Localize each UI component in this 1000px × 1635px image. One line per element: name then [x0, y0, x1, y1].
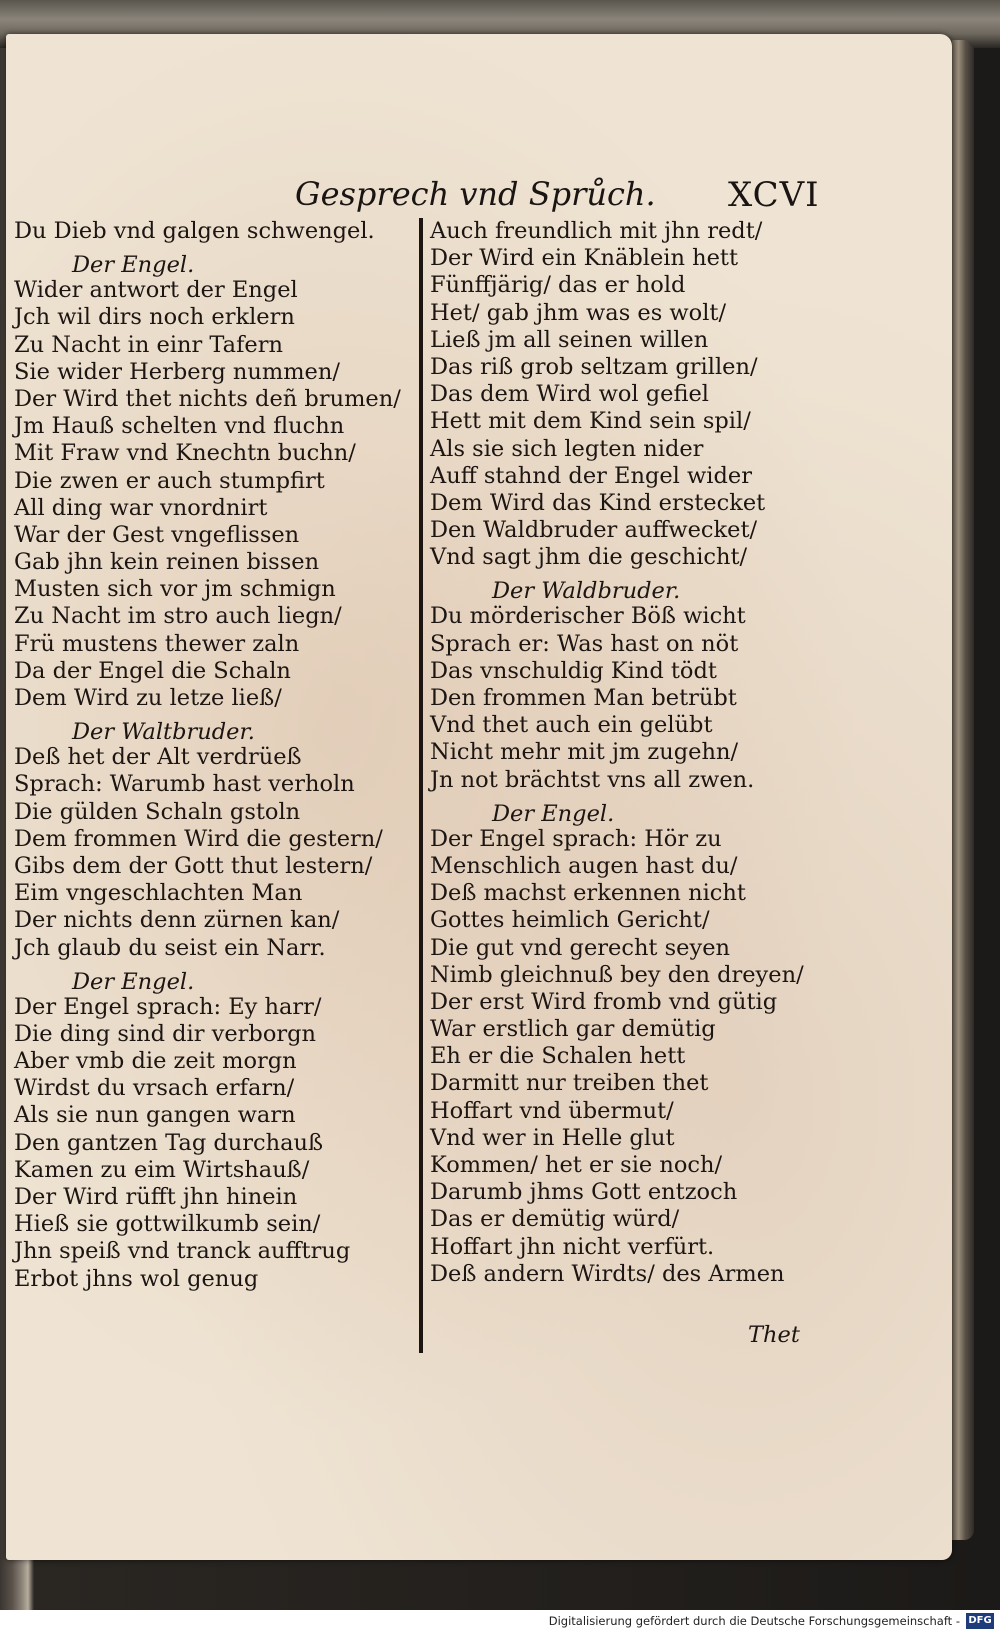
verse-line: Die ding sind dir verborgn: [14, 1020, 317, 1047]
verse-line: Der Wird thet nichts deñ brumen/: [14, 385, 401, 412]
verse-line: Vnd thet auch ein gelübt: [430, 712, 713, 739]
verse-line: Jn not brächtst vns all zwen.: [430, 766, 755, 793]
verse-line: Jch wil dirs noch erklern: [14, 304, 295, 331]
verse-line: Den frommen Man betrübt: [430, 685, 737, 711]
verse-line: Deß andern Wirdts/ des Armen: [430, 1260, 785, 1287]
verse-line: Kamen zu eim Wirtshauß/: [14, 1156, 310, 1183]
verse-line: War erstlich gar demütig: [430, 1016, 716, 1043]
folio-number: XCVI: [728, 175, 820, 215]
footer-credit: Digitalisierung gefördert durch die Deutsche Forschungsgemeinschaft -: [548, 1614, 960, 1628]
verse-line: Hett mit dem Kind sein spil/: [430, 408, 751, 435]
verse-line: Du Dieb vnd galgen schwengel.: [14, 218, 375, 244]
speaker-heading: Der Waltbruder.: [72, 719, 255, 746]
verse-line: Menschlich augen hast du/: [430, 852, 738, 879]
verse-line: Auff stahnd der Engel wider: [430, 462, 752, 489]
running-title: Gesprech vnd Sprůch.: [295, 175, 656, 213]
verse-line: Darmitt nur treiben thet: [430, 1070, 709, 1097]
speaker-heading: Der Engel.: [492, 800, 615, 827]
verse-line: Den gantzen Tag durchauß: [14, 1129, 324, 1156]
left-text-column: [14, 218, 409, 1293]
digitization-footer: [0, 1610, 1000, 1635]
verse-line: Hoffart vnd übermut/: [430, 1097, 674, 1124]
verse-line: Jch glaub du seist ein Narr.: [14, 934, 326, 961]
verse-line: Die gülden Schaln gstoln: [14, 798, 301, 825]
verse-line: Der Engel sprach: Hör zu: [430, 825, 722, 852]
verse-line: Die gut vnd gerecht seyen: [430, 934, 731, 961]
verse-line: Hieß sie gottwilkumb sein/: [14, 1211, 321, 1238]
verse-line: Als sie nun gangen warn: [14, 1102, 296, 1129]
verse-line: Hoffart jhn nicht verfürt.: [430, 1233, 715, 1260]
verse-line: Zu Nacht im stro auch liegn/: [14, 603, 342, 630]
verse-line: Dem Wird das Kind erstecket: [430, 489, 766, 516]
verse-line: Als sie sich legten nider: [430, 435, 704, 462]
page-header: [0, 175, 1000, 215]
verse-line: Der Engel sprach: Ey harr/: [14, 993, 322, 1020]
verse-line: Der nichts denn zürnen kan/: [14, 907, 340, 934]
verse-line: Gab jhn kein reinen bissen: [14, 549, 320, 576]
verse-line: Deß het der Alt verdrüeß: [14, 744, 302, 771]
verse-line: Ließ jm all seinen willen: [430, 326, 709, 353]
verse-line: Das er demütig würd/: [430, 1206, 680, 1233]
speaker-heading: Der Engel.: [72, 252, 195, 279]
verse-line: All ding war vnordnirt: [14, 494, 268, 521]
verse-line: Der Wird rüfft jhn hinein: [14, 1184, 298, 1210]
verse-line: War der Gest vngeflissen: [14, 521, 300, 548]
verse-line: Gibs dem der Gott thut lestern/: [14, 852, 373, 879]
verse-line: Fünffjärig/ das er hold: [430, 272, 686, 299]
verse-line: Die zwen er auch stumpfirt: [14, 467, 325, 494]
verse-line: Der Wird ein Knäblein hett: [430, 245, 739, 272]
verse-line: Sprach: Warumb hast verholn: [14, 771, 355, 798]
verse-line: Nicht mehr mit jm zugehn/: [430, 739, 739, 766]
verse-line: Zu Nacht in einr Tafern: [14, 331, 283, 358]
verse-line: Sprach er: Was hast on nöt: [430, 630, 739, 657]
speaker-heading: Der Waldbruder.: [492, 578, 681, 605]
right-text-column: [430, 218, 804, 1288]
verse-line: Het/ gab jhm was es wolt/: [430, 299, 727, 326]
dfg-logo-icon: DFG: [966, 1613, 994, 1629]
verse-line: Da der Engel die Schaln: [14, 657, 291, 684]
verse-line: Jm Hauß schelten vnd fluchn: [14, 413, 345, 440]
verse-line: Das riß grob seltzam grillen/: [430, 353, 758, 380]
verse-line: Gottes heimlich Gericht/: [430, 907, 710, 934]
verse-line: Musten sich vor jm schmign: [14, 576, 336, 603]
column-rule: [419, 218, 423, 1353]
verse-line: Sie wider Herberg nummen/: [14, 358, 340, 385]
verse-line: Eh er die Schalen hett: [430, 1043, 686, 1070]
verse-line: Kommen/ het er sie noch/: [430, 1152, 723, 1178]
verse-line: Dem frommen Wird die gestern/: [14, 825, 383, 852]
speaker-heading: Der Engel.: [72, 968, 195, 995]
page-fore-edge: [952, 40, 974, 1540]
verse-line: Das vnschuldig Kind tödt: [430, 657, 717, 684]
verse-line: Mit Fraw vnd Knechtn buchn/: [14, 440, 356, 467]
verse-line: Du mörderischer Böß wicht: [430, 603, 746, 630]
verse-line: Wider antwort der Engel: [14, 277, 298, 304]
verse-line: Vnd wer in Helle glut: [430, 1124, 675, 1151]
verse-line: Den Waldbruder auffwecket/: [430, 517, 758, 544]
verse-line: Der erst Wird fromb vnd gütig: [430, 988, 778, 1015]
verse-line: Auch freundlich mit jhn redt/: [430, 218, 763, 244]
catchword: Thet: [748, 1322, 800, 1348]
verse-line: Aber vmb die zeit morgn: [14, 1048, 297, 1075]
verse-line: Darumb jhms Gott entzoch: [430, 1179, 738, 1206]
verse-line: Frü mustens thewer zaln: [14, 630, 300, 657]
verse-line: Eim vngeschlachten Man: [14, 880, 303, 907]
verse-line: Erbot jhns wol genug: [14, 1265, 259, 1292]
verse-line: Wirdst du vrsach erfarn/: [14, 1075, 295, 1102]
verse-line: Deß machst erkennen nicht: [430, 880, 746, 907]
verse-line: Jhn speiß vnd tranck aufftrug: [14, 1238, 351, 1265]
verse-line: Dem Wird zu letze ließ/: [14, 685, 282, 711]
verse-line: Vnd sagt jhm die geschicht/: [430, 544, 748, 571]
verse-line: Nimb gleichnuß bey den dreyen/: [430, 961, 804, 988]
verse-line: Das dem Wird wol gefiel: [430, 381, 709, 408]
